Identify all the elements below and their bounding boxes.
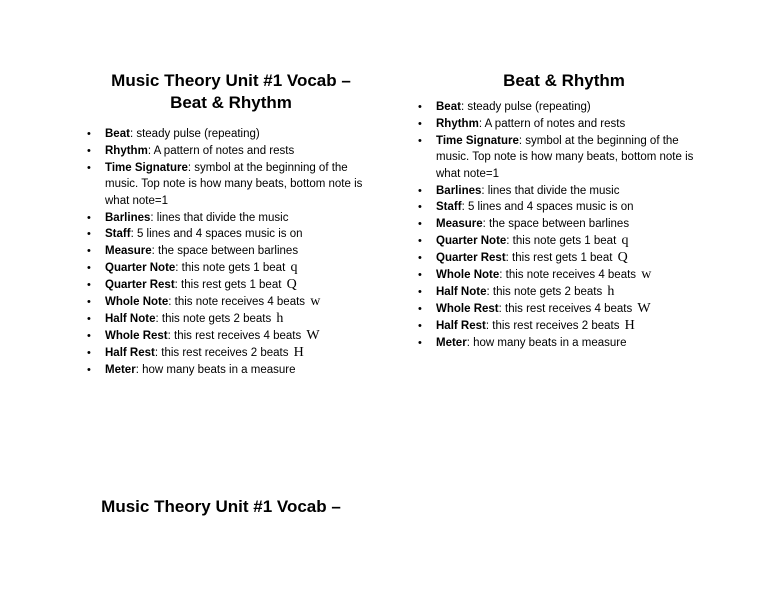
vocab-definition: : 5 lines and 4 spaces music is on xyxy=(130,228,303,241)
vocab-term: Staff xyxy=(436,201,462,214)
vocab-definition: : how many beats in a measure xyxy=(466,336,627,349)
vocab-term: Half Rest xyxy=(436,319,486,332)
vocab-term: Whole Note xyxy=(105,296,169,309)
vocab-item xyxy=(418,199,710,215)
vocab-item xyxy=(87,294,375,310)
vocab-definition: : how many beats in a measure xyxy=(135,363,296,376)
vocab-item xyxy=(418,284,710,300)
quarter-note-symbol: q xyxy=(290,260,298,276)
half-note-symbol: h xyxy=(607,283,615,299)
vocab-definition: : this note gets 1 beat xyxy=(506,235,617,248)
vocab-definition: : this rest gets 1 beat xyxy=(505,252,613,265)
vocab-term: Staff xyxy=(105,228,131,241)
vocab-item xyxy=(87,362,375,378)
vocab-item xyxy=(87,226,375,242)
left-title-line2: Beat & Rhythm xyxy=(170,93,292,112)
vocab-item xyxy=(87,311,375,327)
vocab-term: Whole Rest xyxy=(436,302,499,315)
left-vocab-list xyxy=(87,126,375,378)
vocab-item xyxy=(87,160,375,209)
left-title xyxy=(87,70,375,114)
vocab-definition: : this rest receives 4 beats xyxy=(167,329,302,342)
vocab-term: Half Note xyxy=(105,312,156,325)
vocab-item xyxy=(418,267,710,283)
vocab-definition: : this note gets 2 beats xyxy=(486,285,603,298)
vocab-term: Quarter Note xyxy=(105,262,176,275)
vocab-definition: : this note receives 4 beats xyxy=(499,269,637,282)
vocab-term: Beat xyxy=(436,101,461,113)
vocab-item xyxy=(418,335,710,351)
vocab-definition: : lines that divide the music xyxy=(481,184,620,197)
vocab-definition: : this rest receives 2 beats xyxy=(485,319,620,332)
right-title: Beat & Rhythm xyxy=(503,71,625,90)
vocab-term: Barlines xyxy=(436,184,482,197)
vocab-item xyxy=(87,328,375,344)
vocab-term: Whole Note xyxy=(436,269,500,282)
vocab-definition: : A pattern of notes and rests xyxy=(478,117,626,130)
left-vocab-card xyxy=(87,70,375,379)
vocab-term: Measure xyxy=(105,245,152,258)
vocab-term: Time Signature xyxy=(105,161,188,174)
vocab-term: Whole Rest xyxy=(105,329,168,342)
vocab-term: Half Note xyxy=(436,285,487,298)
vocab-definition: : this rest receives 2 beats xyxy=(154,346,289,359)
vocab-item xyxy=(418,250,710,266)
vocab-term: Quarter Rest xyxy=(436,252,506,265)
vocab-definition: : 5 lines and 4 spaces music is on xyxy=(461,201,634,214)
vocab-definition: : this note gets 2 beats xyxy=(155,312,272,325)
vocab-item xyxy=(418,301,710,317)
vocab-definition: : this note gets 1 beat xyxy=(175,262,286,275)
vocab-item xyxy=(418,116,710,132)
vocab-item xyxy=(87,260,375,276)
quarter-rest-symbol: Q xyxy=(617,250,628,266)
vocab-term: Quarter Note xyxy=(436,235,507,248)
vocab-item xyxy=(418,233,710,249)
vocab-definition: : this rest gets 1 beat xyxy=(174,279,282,292)
vocab-definition: : steady pulse (repeating) xyxy=(129,128,260,140)
vocab-definition: : this note receives 4 beats xyxy=(168,296,306,309)
vocab-term: Measure xyxy=(436,218,483,231)
vocab-term: Barlines xyxy=(105,211,151,224)
vocab-definition: : A pattern of notes and rests xyxy=(147,144,295,157)
vocab-definition: : symbol at the beginning of the music. Top note is how many beats, bottom note is what note=1 xyxy=(105,161,363,207)
vocab-definition: : the space between barlines xyxy=(151,245,299,258)
whole-note-symbol: w xyxy=(310,294,321,310)
right-vocab-list xyxy=(418,99,710,351)
vocab-term: Rhythm xyxy=(436,117,479,130)
vocab-term: Meter xyxy=(436,336,467,349)
whole-note-symbol: w xyxy=(641,267,652,283)
vocab-term: Quarter Rest xyxy=(105,279,175,292)
vocab-item xyxy=(418,216,710,232)
left-title-line1: Music Theory Unit #1 Vocab – xyxy=(111,71,351,90)
vocab-term: Half Rest xyxy=(105,346,155,359)
vocab-term: Meter xyxy=(105,363,136,376)
vocab-definition: : symbol at the beginning of the music. Top note is how many beats, bottom note is what note=1 xyxy=(436,134,694,180)
half-rest-symbol: H xyxy=(293,344,304,360)
vocab-term: Time Signature xyxy=(436,134,519,147)
quarter-note-symbol: q xyxy=(621,233,629,249)
vocab-term: Beat xyxy=(105,128,130,140)
vocab-item xyxy=(418,99,710,115)
half-note-symbol: h xyxy=(276,310,284,326)
vocab-item xyxy=(87,210,375,226)
whole-rest-symbol: W xyxy=(637,300,651,316)
whole-rest-symbol: W xyxy=(306,327,320,343)
quarter-rest-symbol: Q xyxy=(286,277,297,293)
vocab-definition: : this rest receives 4 beats xyxy=(498,302,633,315)
bottom-title: Music Theory Unit #1 Vocab – xyxy=(101,497,341,516)
vocab-definition: : steady pulse (repeating) xyxy=(460,101,591,113)
vocab-definition: : the space between barlines xyxy=(482,218,630,231)
vocab-item xyxy=(87,126,375,142)
vocab-item xyxy=(418,183,710,199)
vocab-item xyxy=(87,345,375,361)
vocab-item xyxy=(87,143,375,159)
vocab-item xyxy=(87,243,375,259)
half-rest-symbol: H xyxy=(624,317,635,333)
vocab-item xyxy=(87,277,375,293)
vocab-item xyxy=(418,318,710,334)
bottom-vocab-card xyxy=(96,496,346,518)
right-vocab-card xyxy=(418,70,710,352)
vocab-term: Rhythm xyxy=(105,144,148,157)
vocab-definition: : lines that divide the music xyxy=(150,211,289,224)
vocab-item xyxy=(418,133,710,182)
